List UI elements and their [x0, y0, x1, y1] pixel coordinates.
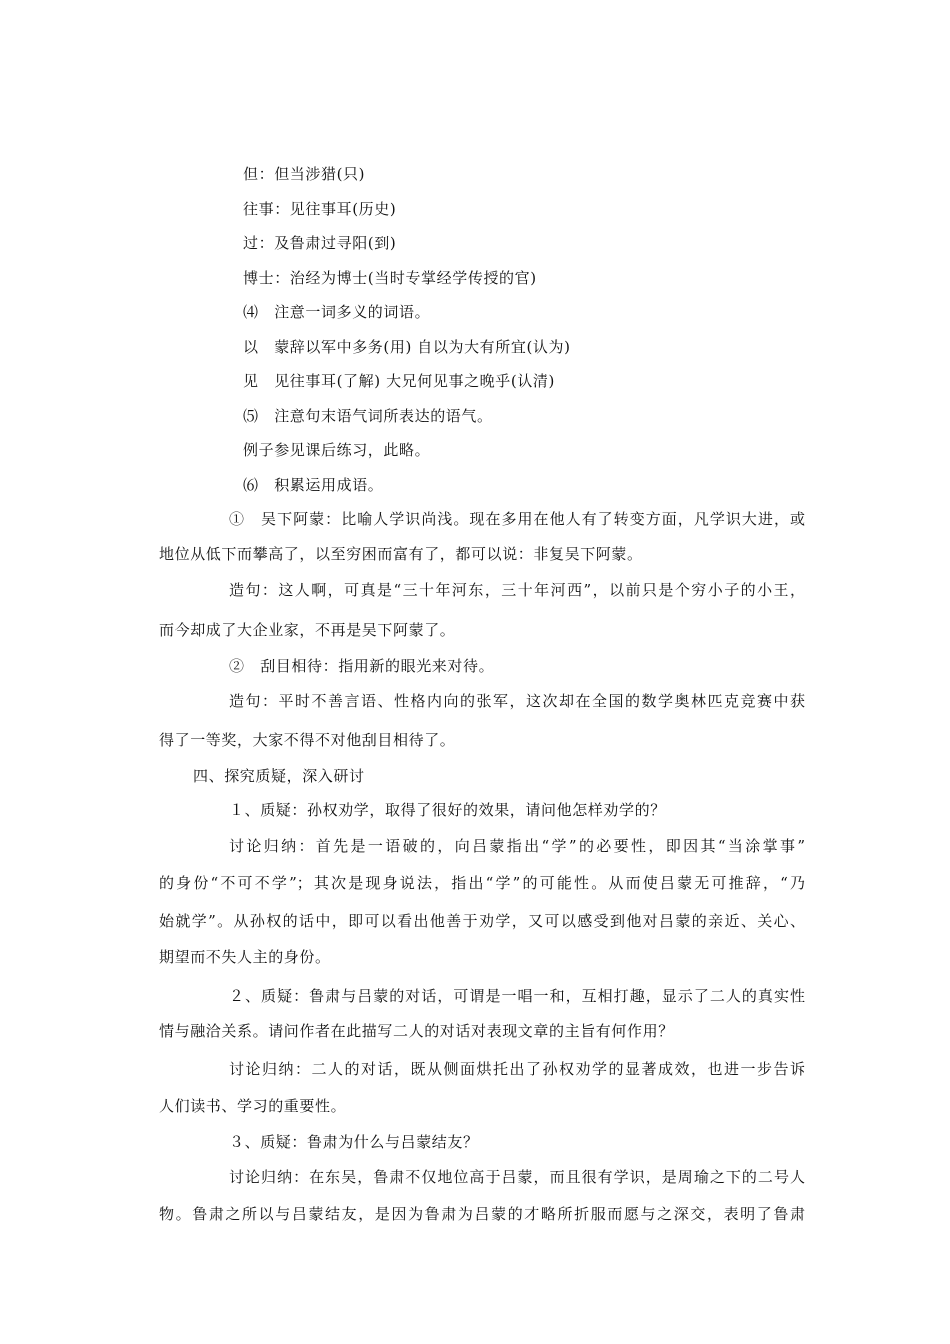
section-heading-5: ⑸ 注意句末语气词所表达的语气。 — [243, 407, 493, 425]
answer-1-line-2: 的身份“不可不学”；其次是现身说法，指出“学”的可能性。从而使吕蒙无可推辞，“乃 — [159, 874, 805, 892]
question-2-line-1: ２、质疑：鲁肃与吕蒙的对话，可谓是一唱一和，互相打趣，显示了二人的真实性 — [229, 987, 805, 1005]
answer-3-line-1: 讨论归纳：在东吴，鲁肃不仅地位高于吕蒙，而且很有学识，是周瑜之下的二号人 — [229, 1168, 805, 1186]
answer-1-line-1: 讨论归纳：首先是一语破的，向吕蒙指出“学”的必要性，即因其“当涂掌事” — [229, 837, 805, 855]
sentence-1-line-2: 而今却成了大企业家，不再是吴下阿蒙了。 — [159, 621, 456, 639]
question-3: ３、质疑：鲁肃为什么与吕蒙结友？ — [229, 1133, 479, 1151]
vocab-line-wangshi: 往事：见往事耳(历史) — [243, 200, 397, 218]
sentence-2-line-1: 造句：平时不善言语、性格内向的张军，这次却在全国的数学奥林匹克竞赛中获 — [229, 692, 805, 710]
question-2-line-2: 情与融洽关系。请问作者在此描写二人的对话对表现文章的主旨有何作用？ — [159, 1022, 674, 1040]
question-1: １、质疑：孙权劝学，取得了很好的效果，请问他怎样劝学的？ — [229, 801, 666, 819]
vocab-line-guo: 过：及鲁肃过寻阳(到) — [243, 234, 397, 252]
answer-2-line-1: 讨论归纳：二人的对话，既从侧面烘托出了孙权劝学的显著成效，也进一步告诉 — [229, 1060, 805, 1078]
idiom-2: ② 刮目相待：指用新的眼光来对待。 — [229, 657, 495, 675]
idiom-1-line-1: ① 吴下阿蒙：比喻人学识尚浅。现在多用在他人有了转变方面，凡学识大进，或 — [229, 510, 805, 528]
answer-1-line-3: 始就学”。从孙权的话中，即可以看出他善于劝学，又可以感受到他对吕蒙的亲近、关心、 — [159, 912, 805, 930]
idiom-1-line-2: 地位从低下而攀高了，以至穷困而富有了，都可以说：非复吴下阿蒙。 — [159, 545, 643, 563]
vocab-line-dan: 但：但当涉猎(只) — [243, 165, 366, 183]
example-note: 例子参见课后练习，此略。 — [243, 441, 431, 459]
sentence-1-line-1: 造句：这人啊，可真是“三十年河东，三十年河西”，以前只是个穷小子的小王， — [229, 581, 805, 599]
polysemy-line-jian: 见 见往事耳(了解) 大兄何见事之晚乎(认清) — [243, 372, 555, 390]
answer-3-line-2: 物。鲁肃之所以与吕蒙结友，是因为鲁肃为吕蒙的才略所折服而愿与之深交，表明了鲁肃 — [159, 1205, 805, 1223]
answer-2-line-2: 人们读书、学习的重要性。 — [159, 1097, 347, 1115]
polysemy-line-yi: 以 蒙辞以军中多务(用) 自以为大有所宜(认为) — [243, 338, 571, 356]
section-heading-6: ⑹ 积累运用成语。 — [243, 476, 384, 494]
section-four-heading: 四、探究质疑，深入研讨 — [193, 767, 365, 785]
answer-1-line-4: 期望而不失人主的身份。 — [159, 948, 331, 966]
vocab-line-boshi: 博士：治经为博士(当时专掌经学传授的官) — [243, 269, 537, 287]
sentence-2-line-2: 得了一等奖，大家不得不对他刮目相待了。 — [159, 731, 456, 749]
section-heading-4: ⑷ 注意一词多义的词语。 — [243, 303, 431, 321]
